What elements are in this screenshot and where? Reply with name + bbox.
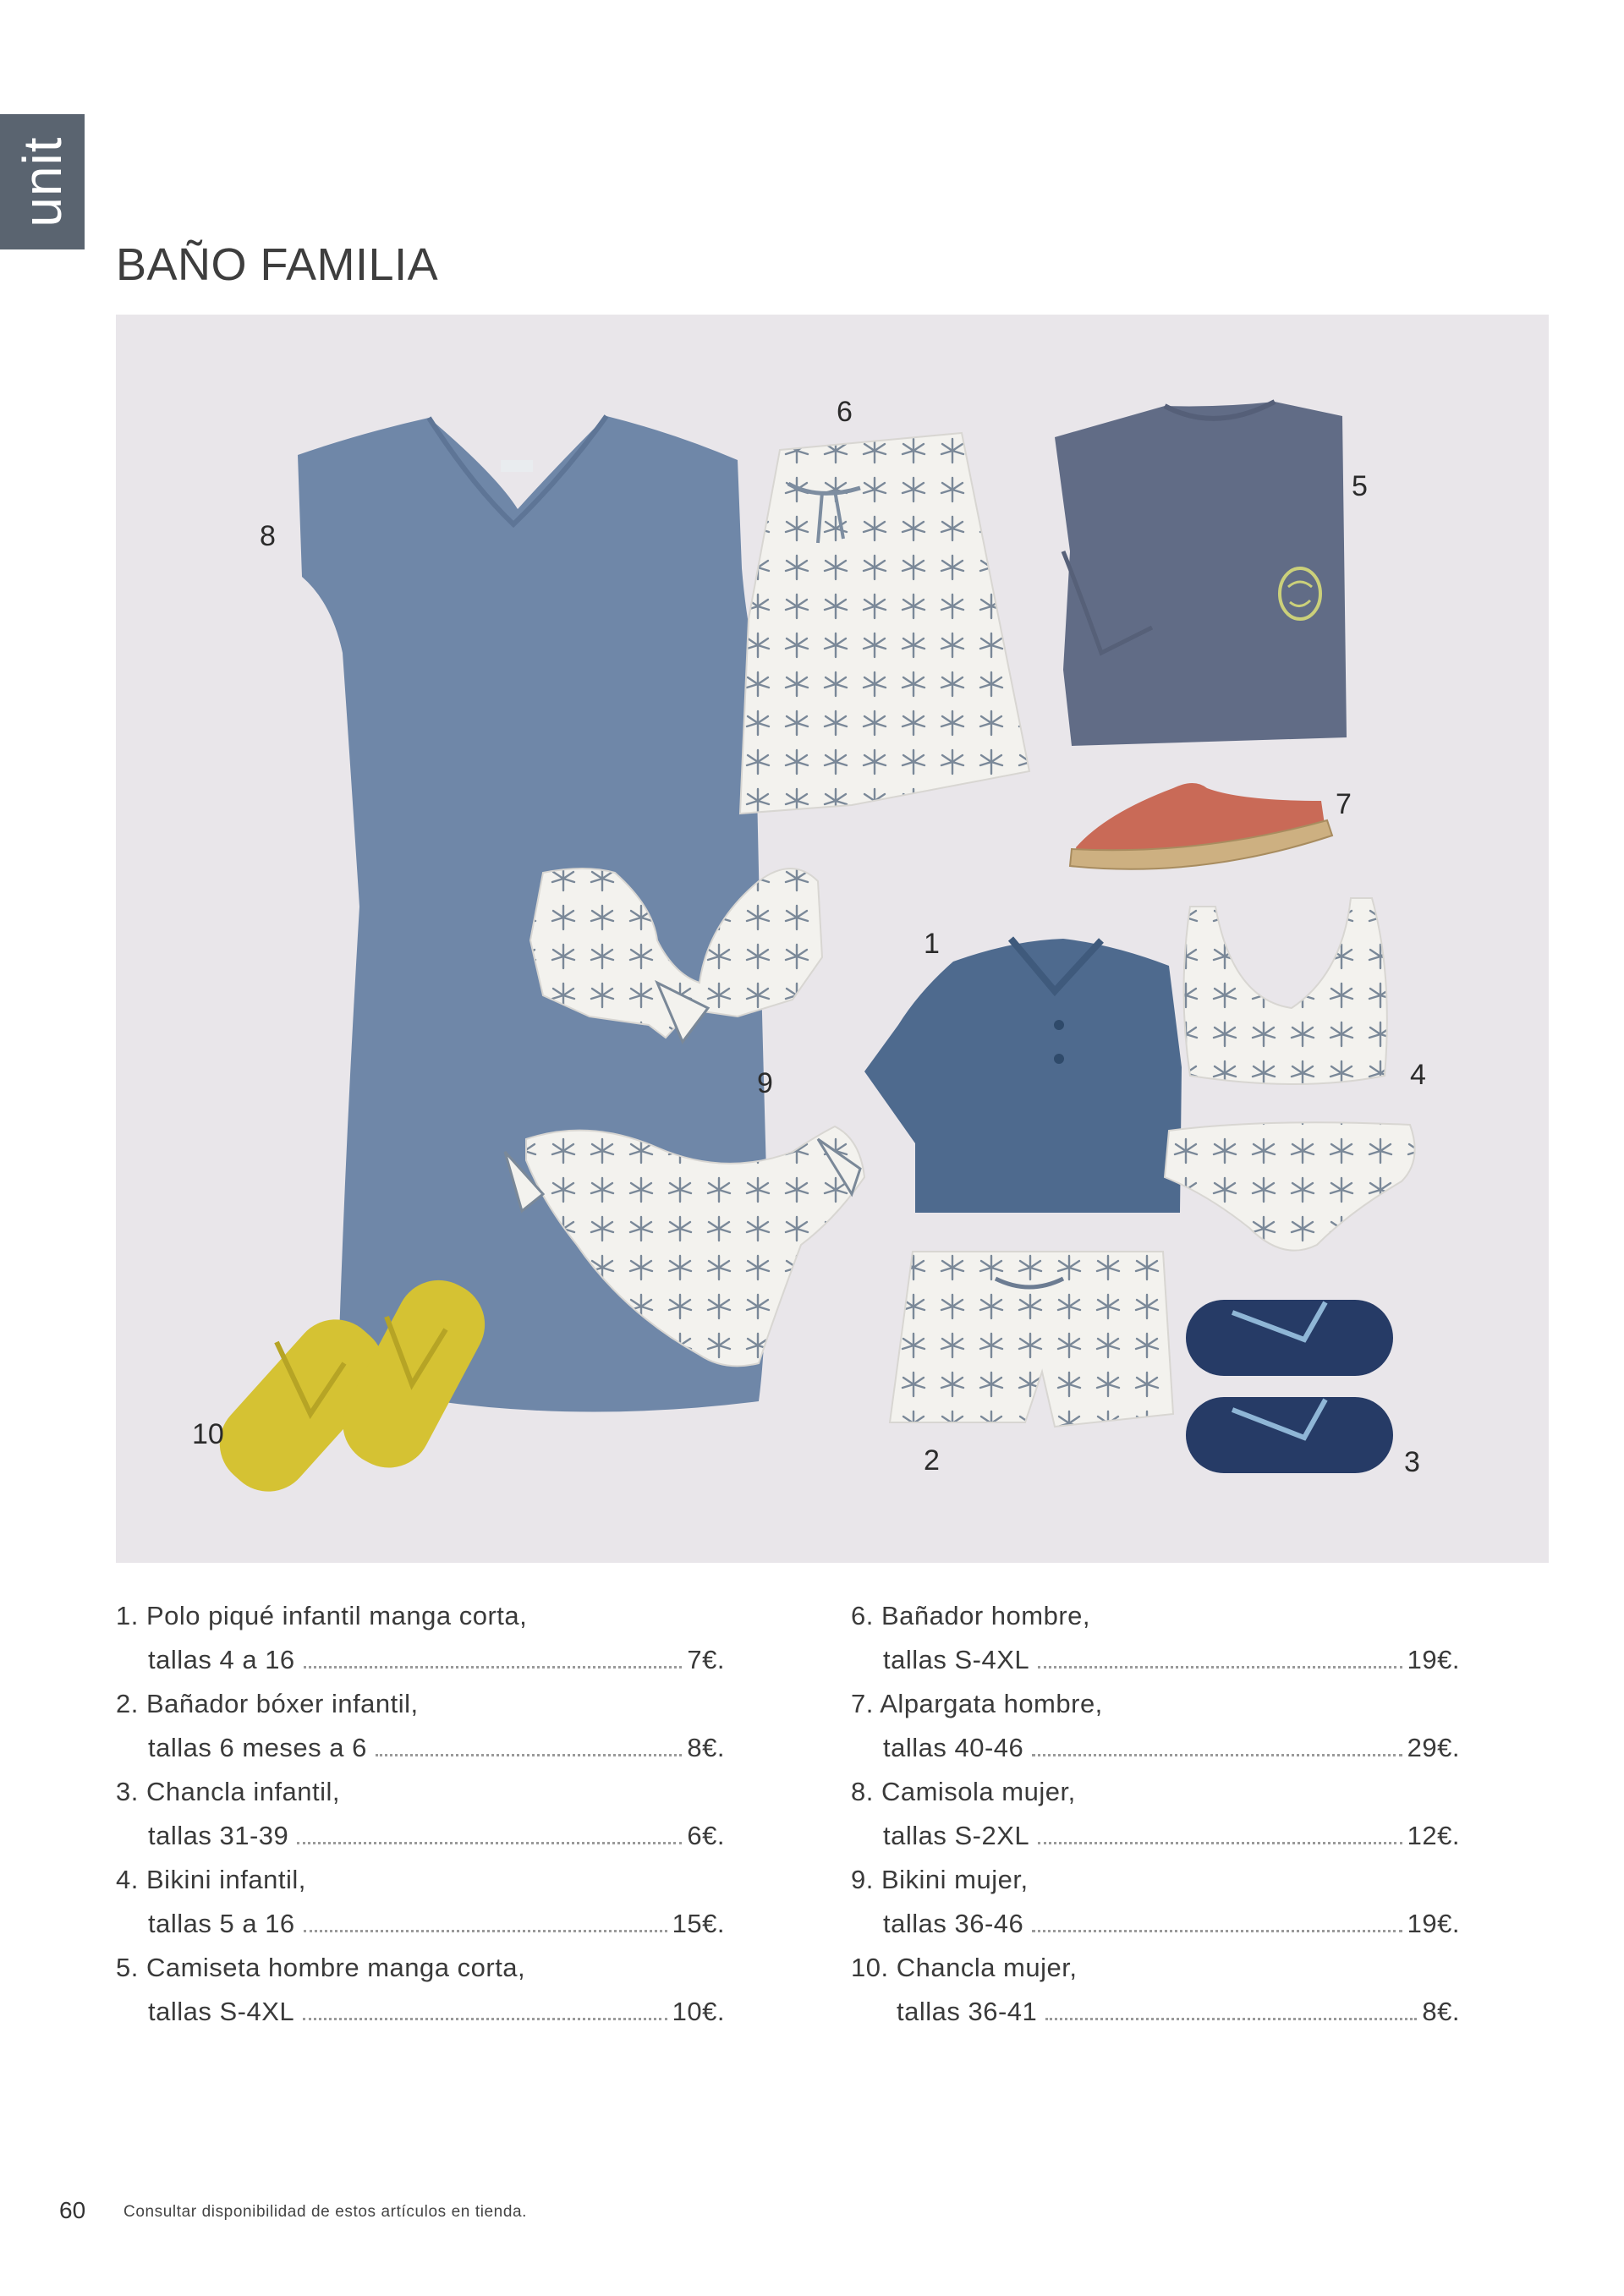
list-item xyxy=(116,1594,725,1682)
item-sizes: tallas 31-39 xyxy=(148,1821,289,1850)
item-price: 7€. xyxy=(687,1645,725,1674)
item-sizes: tallas 36-41 xyxy=(897,1997,1038,2026)
men-swim-shorts xyxy=(740,433,1029,814)
list-item xyxy=(116,1858,725,1946)
item-name: 10. Chancla mujer, xyxy=(851,1953,1078,1982)
item-price: 15€. xyxy=(672,1909,725,1938)
item-price: 6€. xyxy=(687,1821,725,1850)
espadrille xyxy=(1070,783,1332,869)
page-number: 60 xyxy=(59,2197,86,2223)
page-title: BAÑO FAMILIA xyxy=(116,239,439,290)
item-sizes: tallas S-4XL xyxy=(883,1645,1030,1674)
item-sizes: tallas S-2XL xyxy=(883,1821,1030,1850)
item-sizes: tallas 6 meses a 6 xyxy=(148,1733,367,1762)
brand-logo: unit xyxy=(12,136,73,227)
list-item xyxy=(851,1682,1460,1770)
item-sizes: tallas 36-46 xyxy=(883,1909,1024,1938)
item-sizes: tallas S-4XL xyxy=(148,1997,295,2026)
item-price: 8€. xyxy=(687,1733,725,1762)
photo-number-3: 3 xyxy=(1404,1446,1420,1478)
item-name: 5. Camiseta hombre manga corta, xyxy=(116,1953,526,1982)
item-name: 2. Bañador bóxer infantil, xyxy=(116,1689,419,1718)
item-name: 6. Bañador hombre, xyxy=(851,1601,1091,1630)
item-sizes: tallas 40-46 xyxy=(883,1733,1024,1762)
kids-boxer-swim xyxy=(890,1252,1173,1427)
photo-number-1: 1 xyxy=(924,928,940,960)
list-item xyxy=(116,1682,725,1770)
photo-number-9: 9 xyxy=(757,1067,773,1099)
kids-flip-flops xyxy=(1186,1300,1393,1473)
item-sizes: tallas 4 a 16 xyxy=(148,1645,295,1674)
item-price: 10€. xyxy=(672,1997,725,2026)
item-price: 8€. xyxy=(1422,1997,1460,2026)
photo-number-4: 4 xyxy=(1410,1059,1426,1091)
photo-number-8: 8 xyxy=(260,520,276,552)
item-name: 7. Alpargata hombre, xyxy=(851,1689,1103,1718)
item-price: 19€. xyxy=(1407,1645,1460,1674)
item-price: 12€. xyxy=(1407,1821,1460,1850)
kids-bikini-bottom xyxy=(1165,1122,1415,1250)
brand-tab xyxy=(0,114,85,249)
item-name: 3. Chancla infantil, xyxy=(116,1777,341,1806)
list-item xyxy=(851,1770,1460,1858)
list-item xyxy=(851,1946,1460,2034)
list-item xyxy=(116,1770,725,1858)
list-item xyxy=(851,1594,1460,1682)
list-item xyxy=(116,1946,725,2034)
item-price: 29€. xyxy=(1407,1733,1460,1762)
photo-number-10: 10 xyxy=(192,1418,224,1450)
kids-bikini-top xyxy=(1184,898,1387,1084)
kids-polo xyxy=(864,939,1182,1213)
photo-number-2: 2 xyxy=(924,1444,940,1477)
men-tshirt xyxy=(1055,402,1347,746)
product-list-right xyxy=(851,1594,1460,2034)
product-photo xyxy=(116,315,1549,1563)
footnote: Consultar disponibilidad de estos artículos en tienda. xyxy=(123,2203,528,2221)
photo-number-5: 5 xyxy=(1352,470,1368,502)
item-price: 19€. xyxy=(1407,1909,1460,1938)
photo-number-7: 7 xyxy=(1336,788,1352,820)
item-name: 4. Bikini infantil, xyxy=(116,1865,306,1894)
item-name: 9. Bikini mujer, xyxy=(851,1865,1029,1894)
list-item xyxy=(851,1858,1460,1946)
item-name: 1. Polo piqué infantil manga corta, xyxy=(116,1601,528,1630)
item-sizes: tallas 5 a 16 xyxy=(148,1909,295,1938)
product-list-left xyxy=(116,1594,725,2034)
item-name: 8. Camisola mujer, xyxy=(851,1777,1076,1806)
photo-number-6: 6 xyxy=(837,396,853,428)
